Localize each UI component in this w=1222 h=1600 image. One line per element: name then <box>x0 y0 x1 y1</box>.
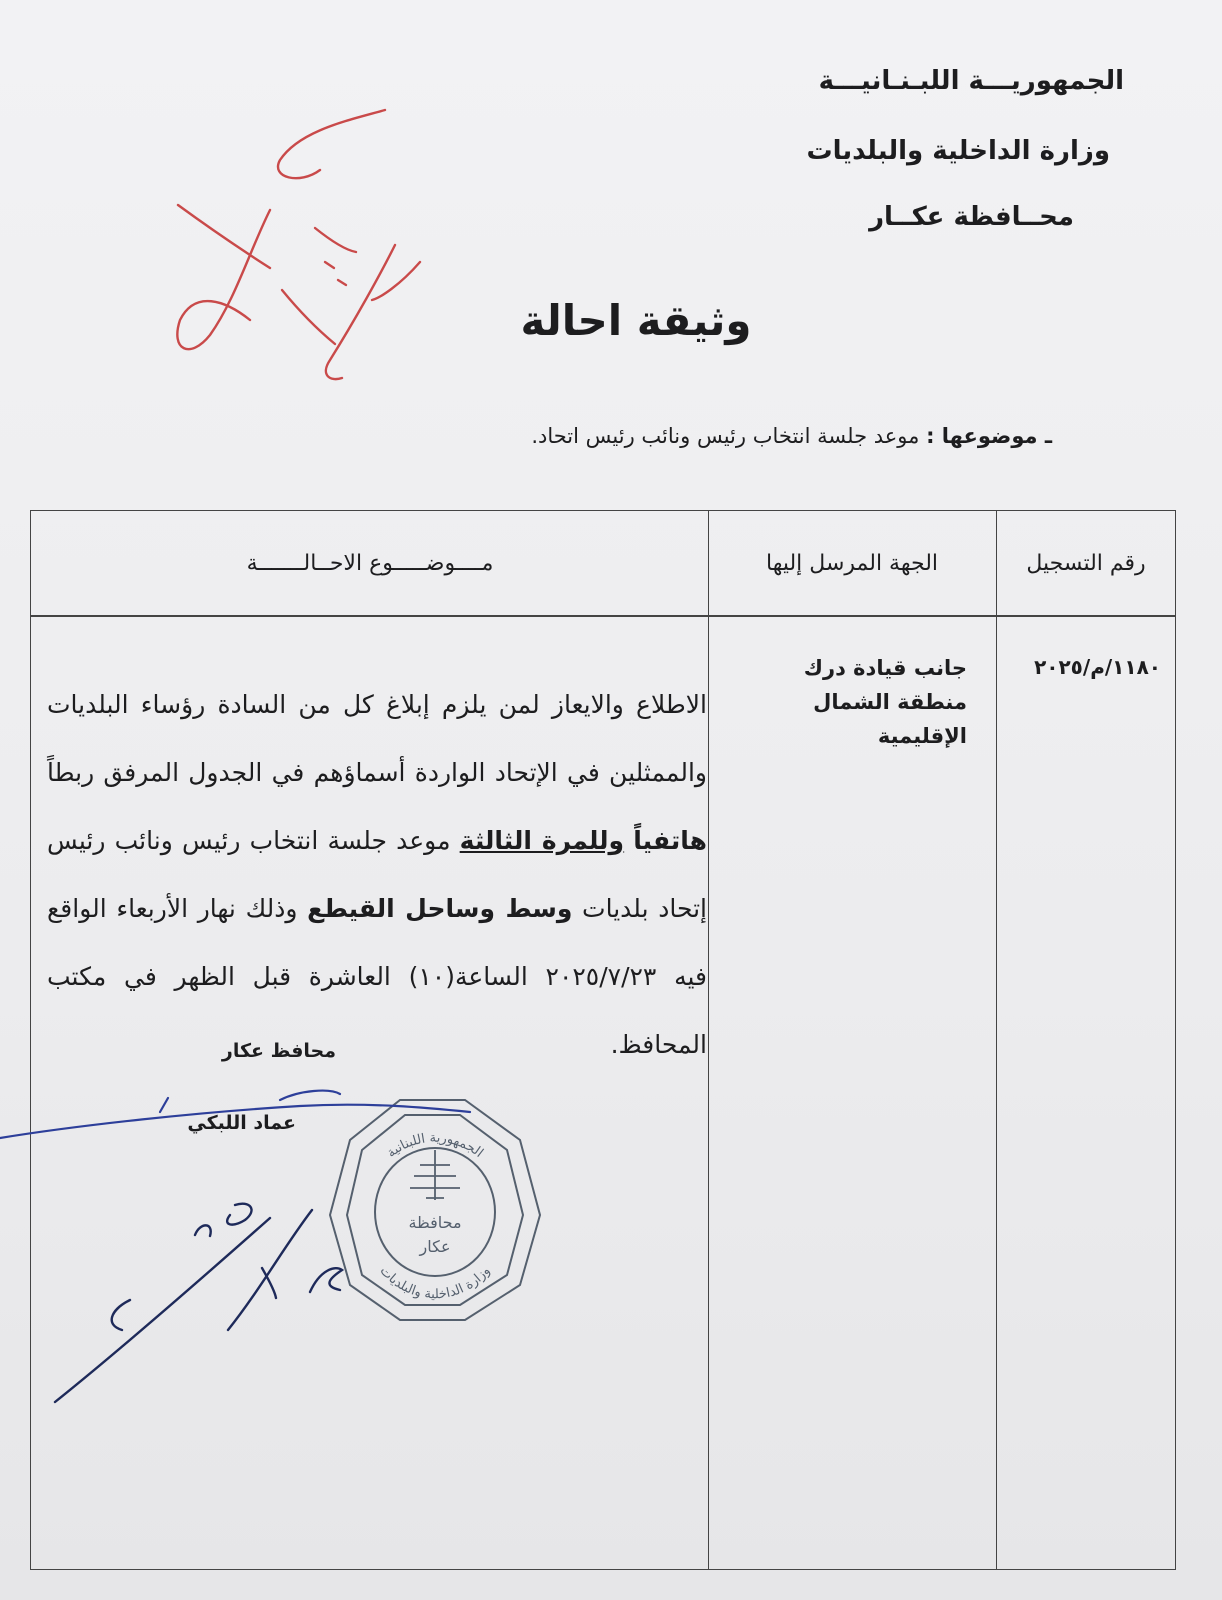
stamp-ring-top: الجمهورية اللبنانية <box>384 1130 486 1161</box>
header-governorate: محــافظة عكــار <box>869 202 1074 232</box>
body-part-1: الاطلاع والايعاز لمن يلزم إبلاغ كل من السادة رؤساء البلديات والممثلين في الإتحاد الواردة أسماؤهم في الجدول المرفق ربطاً <box>47 690 707 787</box>
header-recipient: الجهة المرسل إليها <box>766 550 939 576</box>
blue-signature <box>0 1091 470 1138</box>
recipient-text: جانب قيادة درك منطقة الشمال الإقليمية <box>803 656 967 748</box>
body-union-name: وسط وساحل القيطع <box>307 894 573 923</box>
body-part-3: وذلك نهار الأربعاء الواقع فيه ٢٠٢٥/٧/٢٣ الساعة(١٠) العاشرة قبل الظهر في مكتب المحافظ. <box>47 894 707 1059</box>
subject-text: موعد جلسة انتخاب رئيس ونائب رئيس اتحاد. <box>531 424 920 448</box>
cedar-icon <box>410 1150 460 1200</box>
subject-label: ـ موضوعها : <box>926 424 1052 448</box>
red-initials-handwriting <box>177 110 420 379</box>
signatory-name: عماد اللبكي <box>187 1112 296 1134</box>
document-title: وثيقة احالة <box>520 296 752 345</box>
header-ministry: وزارة الداخلية والبلديات <box>806 136 1110 166</box>
header-republic: الجمهوريـــة اللبـنـانيـــة <box>818 66 1124 96</box>
handwritten-date <box>55 1204 342 1402</box>
stamp-ring-bottom: وزارة الداخلية والبلديات <box>376 1263 494 1303</box>
header-registration-number: رقم التسجيل <box>1026 550 1146 576</box>
registration-number: ١١٨٠/م/٢٠٢٥ <box>1034 655 1161 679</box>
signatory-title: محافظ عكار <box>221 1040 336 1062</box>
body-third-time: وللمرة الثالثة <box>459 826 625 855</box>
header-referral-subject: مــــوضـــــوع الاحــالـــــــة <box>246 550 494 576</box>
body-bold-phone: هاتفياً <box>633 826 707 855</box>
stamp-line-1: محافظة <box>408 1213 462 1232</box>
body-part-2: موعد جلسة انتخاب رئيس ونائب رئيس إتحاد بلديات <box>47 826 708 923</box>
stamp-line-2: عكار <box>419 1237 451 1256</box>
